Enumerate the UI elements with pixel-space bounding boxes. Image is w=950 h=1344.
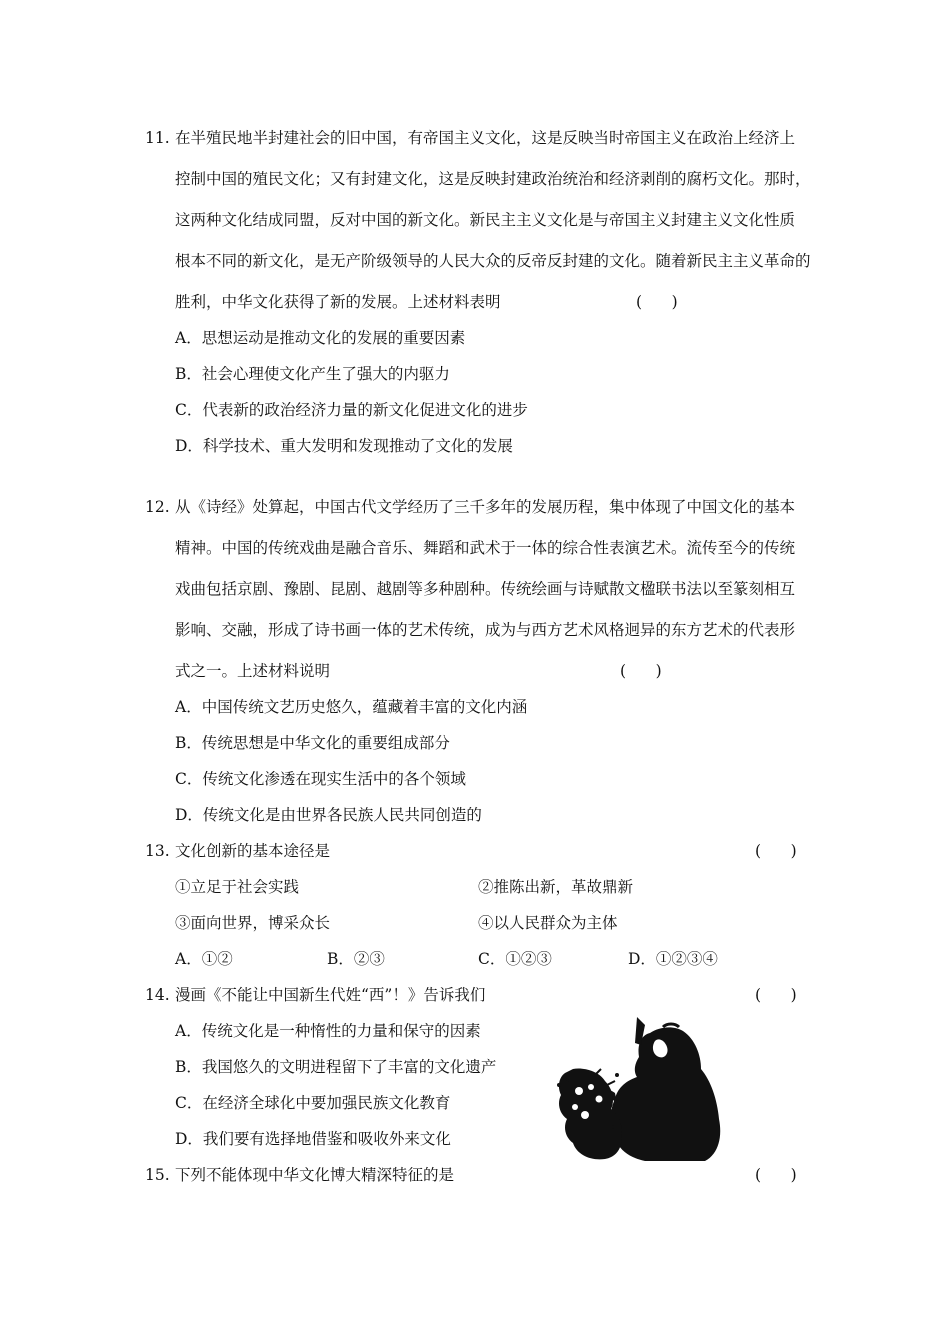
question-stem-line: 精神。中国的传统戏曲是融合音乐、舞蹈和武术于一体的综合性表演艺术。流传至今的传统	[175, 539, 796, 557]
question-stem-line: 胜利，中华文化获得了新的发展。上述材料表明	[175, 293, 501, 311]
statement-2: ②推陈出新，革故鼎新	[478, 878, 634, 896]
question-number: 12.	[145, 498, 170, 516]
option-c: C．①②③	[478, 950, 552, 968]
option-a: A．中国传统文艺历史悠久，蕴藏着丰富的文化内涵	[175, 698, 528, 716]
statement-1: ①立足于社会实践	[175, 878, 300, 896]
option-d: D．①②③④	[628, 950, 718, 968]
answer-blank: ( )	[755, 1166, 797, 1184]
option-b: B．社会心理使文化产生了强大的内驱力	[175, 365, 450, 383]
cartoon-image	[555, 1015, 725, 1165]
question-stem-line: 戏曲包括京剧、豫剧、昆剧、越剧等多种剧种。传统绘画与诗赋散文楹联书法以至篆刻相互	[175, 580, 796, 598]
question-stem-line: 影响、交融，形成了诗书画一体的艺术传统，成为与西方艺术风格迥异的东方艺术的代表形	[175, 621, 796, 639]
statement-3: ③面向世界，博采众长	[175, 914, 331, 932]
question-number: 14.	[145, 986, 170, 1004]
answer-blank: ( )	[755, 842, 797, 860]
question-number: 11.	[145, 129, 170, 147]
question-stem-line: 控制中国的殖民文化；又有封建文化，这是反映封建政治统治和经济剥削的腐朽文化。那时，	[175, 170, 811, 188]
question-number: 13.	[145, 842, 170, 860]
question-stem-line: 在半殖民地半封建社会的旧中国，有帝国主义文化，这是反映当时帝国主义在政治上经济上	[175, 129, 796, 147]
statement-4: ④以人民群众为主体	[478, 914, 618, 932]
option-b: B．传统思想是中华文化的重要组成部分	[175, 734, 450, 752]
question-stem-line: 这两种文化结成同盟，反对中国的新文化。新民主主义文化是与帝国主义封建主义文化性质	[175, 211, 796, 229]
question-stem: 漫画《不能让中国新生代姓“西”！》告诉我们	[175, 986, 486, 1004]
question-stem-line: 根本不同的新文化，是无产阶级领导的人民大众的反帝反封建的文化。随着新民主主义革命的	[175, 252, 811, 270]
option-d: D．传统文化是由世界各民族人民共同创造的	[175, 806, 482, 824]
answer-blank: ( )	[636, 293, 678, 311]
option-c: C．代表新的政治经济力量的新文化促进文化的进步	[175, 401, 528, 419]
option-b: B．②③	[327, 950, 385, 968]
option-b: B．我国悠久的文明进程留下了丰富的文化遗产	[175, 1058, 497, 1076]
option-a: A．传统文化是一种惰性的力量和保守的因素	[175, 1022, 481, 1040]
option-a: A．①②	[175, 950, 233, 968]
option-a: A．思想运动是推动文化的发展的重要因素	[175, 329, 466, 347]
option-d: D．科学技术、重大发明和发现推动了文化的发展	[175, 437, 513, 455]
question-stem-line: 式之一。上述材料说明	[175, 662, 331, 680]
option-c: C．传统文化渗透在现实生活中的各个领域	[175, 770, 466, 788]
option-c: C．在经济全球化中要加强民族文化教育	[175, 1094, 451, 1112]
option-d: D．我们要有选择地借鉴和吸收外来文化	[175, 1130, 451, 1148]
question-stem-line: 从《诗经》处算起，中国古代文学经历了三千多年的发展历程，集中体现了中国文化的基本	[175, 498, 796, 516]
answer-blank: ( )	[620, 662, 662, 680]
question-stem: 文化创新的基本途径是	[175, 842, 331, 860]
answer-blank: ( )	[755, 986, 797, 1004]
question-number: 15.	[145, 1166, 170, 1184]
question-stem: 下列不能体现中华文化博大精深特征的是	[175, 1166, 455, 1184]
